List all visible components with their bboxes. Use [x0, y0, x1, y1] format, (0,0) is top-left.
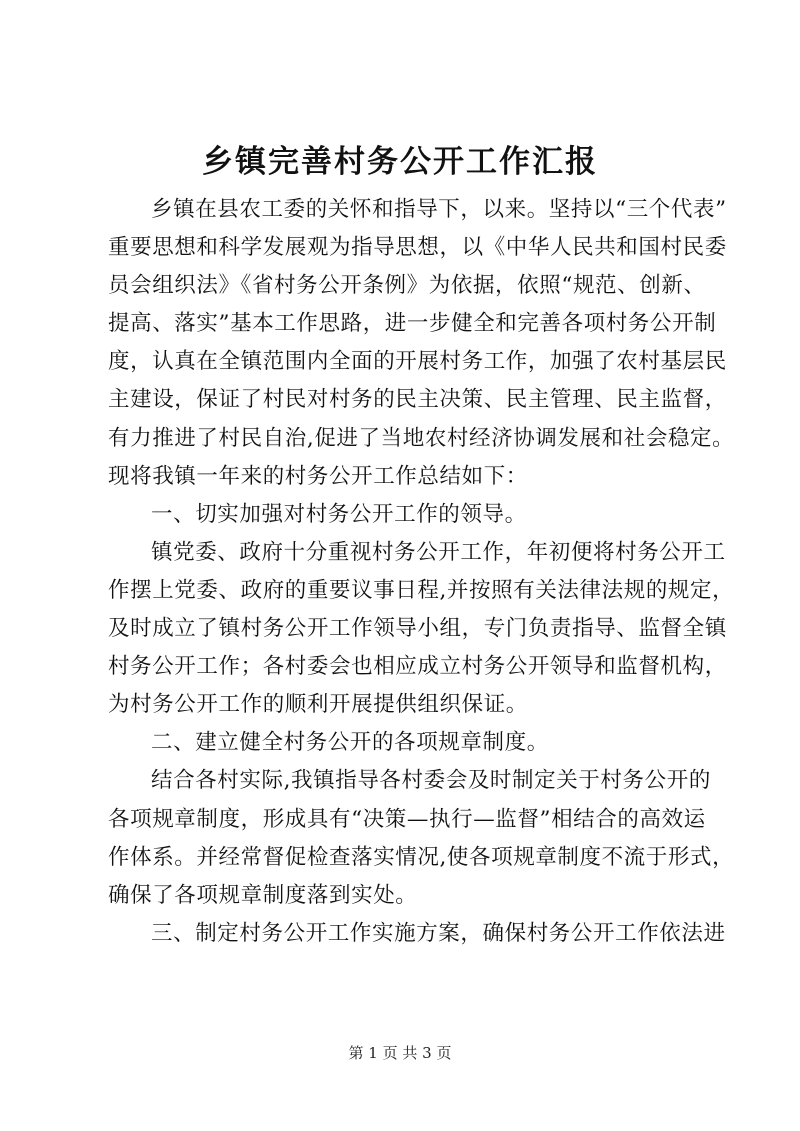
document-title: 乡镇完善村务公开工作汇报	[202, 144, 598, 180]
paragraph-line: 为村务公开工作的顺利开展提供组织保证。	[108, 692, 528, 718]
paragraph-line: 及时成立了镇村务公开工作领导小组，专门负责指导、监督全镇	[108, 616, 727, 642]
paragraph-line: 乡镇在县农工委的关怀和指导下，以来。坚持以“三个代表”	[151, 197, 727, 222]
paragraph-line: 现将我镇一年来的村务公开工作总结如下：	[108, 463, 528, 489]
paragraph-line: 有力推进了村民自治,促进了当地农村经济协调发展和社会稳定。	[108, 425, 735, 451]
paragraph-line: 提高、落实”基本工作思路，进一步健全和完善各项村务公开制	[108, 311, 717, 337]
section-heading-2: 二、建立健全村务公开的各项规章制度。	[151, 730, 549, 756]
paragraph-line: 员会组织法》《省村务公开条例》为依据，依照“规范、创新、	[108, 273, 706, 299]
paragraph-line: 作体系。并经常督促检查落实情况,使各项规章制度不流于形式，	[108, 844, 735, 870]
paragraph-line: 重要思想和科学发展观为指导思想，以《中华人民共和国村民委	[108, 235, 727, 261]
paragraph-line: 结合各村实际,我镇指导各村委会及时制定关于村务公开的	[151, 768, 711, 794]
section-heading-3: 三、制定村务公开工作实施方案，确保村务公开工作依法进	[151, 920, 726, 946]
paragraph-line: 主建设，保证了村民对村务的民主决策、民主管理、民主监督，	[108, 387, 727, 413]
paragraph-line: 确保了各项规章制度落到实处。	[108, 882, 418, 908]
paragraph-line: 度，认真在全镇范围内全面的开展村务工作，加强了农村基层民	[108, 349, 727, 375]
document-body	[108, 191, 735, 953]
paragraph-line: 村务公开工作；各村委会也相应成立村务公开领导和监督机构，	[108, 654, 727, 680]
page-number-footer: 第 1 页 共 3 页	[348, 1044, 452, 1062]
paragraph-line: 作摆上党委、政府的重要议事日程,并按照有关法律法规的规定，	[108, 577, 735, 603]
section-heading-1: 一、切实加强对村务公开工作的领导。	[151, 501, 527, 527]
paragraph-line: 各项规章制度，形成具有“决策—执行—监督”相结合的高效运	[108, 806, 706, 832]
paragraph-line: 镇党委、政府十分重视村务公开工作，年初便将村务公开工	[151, 539, 726, 565]
